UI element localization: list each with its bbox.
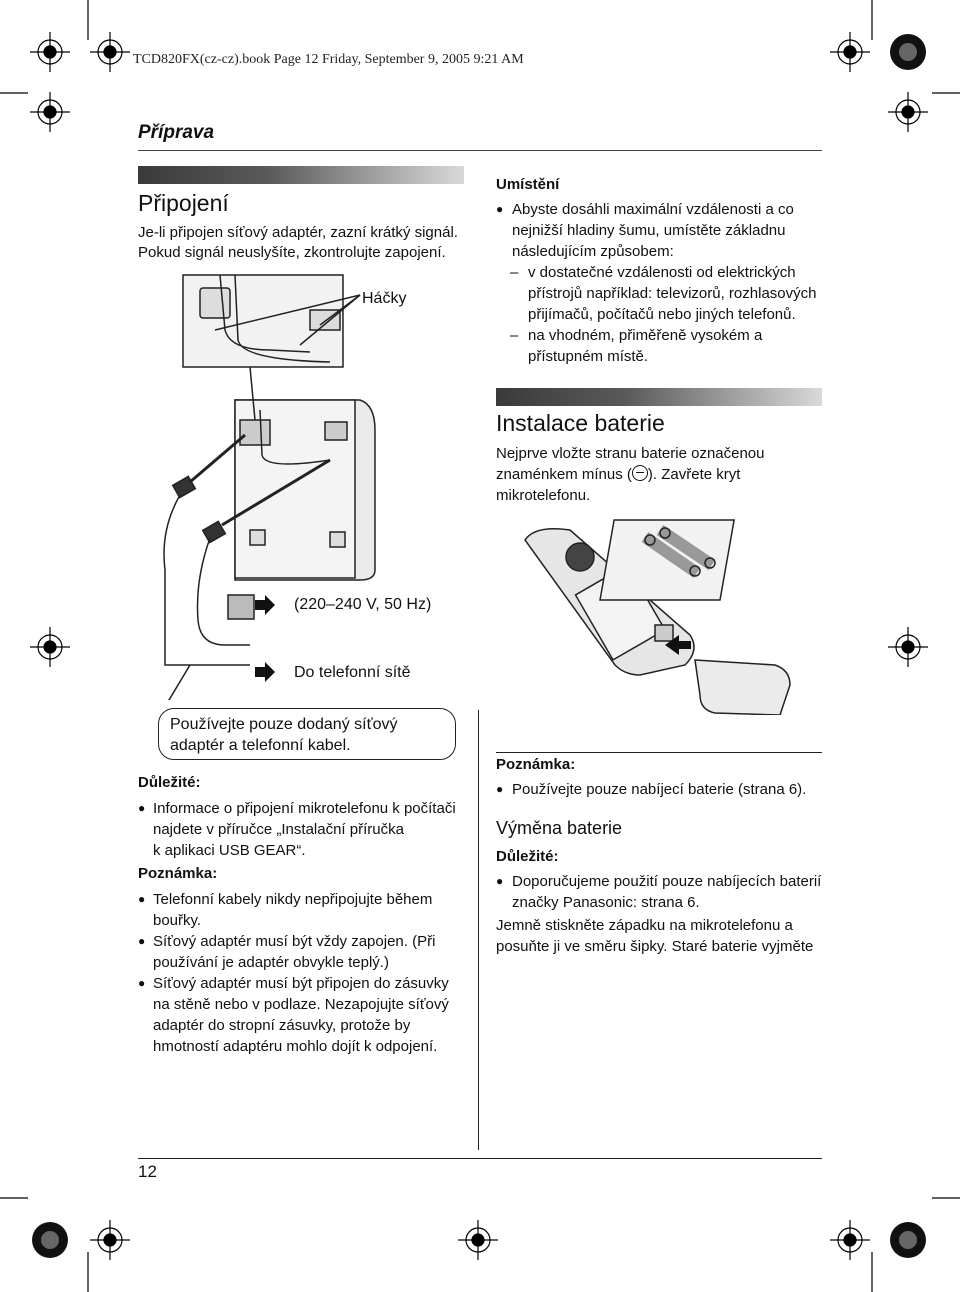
note-2-line-2: používání je adaptér obvykle teplý.) [153, 954, 389, 971]
bullet-icon: ● [496, 874, 504, 888]
right-rule [496, 752, 822, 753]
note-label: Poznámka: [138, 865, 218, 882]
dash-1-line-1: v dostatečné vzdálenosti od elektrických [528, 264, 796, 281]
dash-1-line-2: přístrojů například: televizorů, rozhlasových [528, 285, 817, 302]
note-3-line-3: adaptér do stropní zásuvky, protože by [153, 1017, 411, 1034]
bullet-icon: ● [138, 801, 146, 815]
bullet-icon: ● [496, 782, 504, 796]
important-line-3: k aplikaci USB GEAR“. [153, 842, 306, 859]
dash-icon: – [510, 327, 519, 344]
bullet-icon: ● [138, 892, 146, 906]
dash-1-line-3: přijímačů, počítačů nebo jiných telefonů. [528, 306, 796, 323]
bullet-icon: ● [138, 934, 146, 948]
replace-line-1: Jemně stiskněte západku na mikrotelefonu a [496, 917, 793, 934]
right-note-item: Používejte pouze nabíjecí baterie (strana 6). [512, 781, 807, 798]
callout-line-2: adaptér a telefonní kabel. [170, 737, 351, 754]
placement-line-3: následujícím způsobem: [512, 243, 674, 260]
dash-icon: – [510, 264, 519, 281]
note-2-line-1: Síťový adaptér musí být vždy zapojen. (Při [153, 933, 436, 950]
right-note-label: Poznámka: [496, 756, 576, 773]
power-label: (220–240 V, 50 Hz) [294, 596, 432, 613]
hooks-label: Háčky [362, 290, 407, 307]
replace-title: Výměna baterie [496, 818, 623, 838]
important-line-1: Informace o připojení mikrotelefonu k počítači [153, 800, 456, 817]
callout-line-1: Používejte pouze dodaný síťový [170, 716, 398, 733]
dash-2-line-1: na vhodném, přiměřeně vysokém a [528, 327, 763, 344]
note-1-line-2: bouřky. [153, 912, 202, 929]
section-rule [138, 150, 822, 151]
battery-text-b: ). Zavřete kryt [647, 466, 741, 483]
connect-text-1: Je-li připojen síťový adaptér, zazní krátký signál. [138, 224, 458, 241]
page-number: 12 [138, 1162, 157, 1181]
right-important-line-1: Doporučujeme použití pouze nabíjecích baterií [512, 873, 822, 890]
placement-label: Umístění [496, 176, 560, 193]
battery-illustration [515, 515, 825, 715]
replace-line-2: posuňte ji ve směru šipky. Staré baterie vyjměte [496, 938, 814, 955]
heading-bar [496, 388, 822, 406]
column-divider [478, 710, 479, 1150]
bullet-icon: ● [138, 976, 146, 990]
connect-text-2: Pokud signál neuslyšíte, zkontrolujte zapojení. [138, 244, 446, 261]
base-connection-illustration [150, 270, 470, 700]
right-important-label: Důležité: [496, 848, 559, 865]
footer-rule [138, 1158, 822, 1159]
dash-2-line-2: přístupném místě. [528, 348, 649, 365]
note-3-line-4: hmotností adaptéru mohlo dojít k odpojení. [153, 1038, 438, 1055]
note-3-line-1: Síťový adaptér musí být připojen do zásuvky [153, 975, 449, 992]
heading-bar [138, 166, 464, 184]
right-important-line-2: značky Panasonic: strana 6. [512, 894, 700, 911]
connect-title: Připojení [138, 190, 229, 216]
important-line-2: najdete v příručce „Instalační příručka [153, 821, 404, 838]
note-3-line-2: na stěně nebo v podlaze. Nezapojujte síťový [153, 996, 449, 1013]
important-label: Důležité: [138, 774, 201, 791]
placement-line-1: Abyste dosáhli maximální vzdálenosti a co [512, 201, 794, 218]
bullet-icon: ● [496, 202, 504, 216]
battery-text-a: znaménkem mínus ( [496, 466, 632, 483]
note-1-line-1: Telefonní kabely nikdy nepřipojujte během [153, 891, 433, 908]
battery-line-1: Nejprve vložte stranu baterie označenou [496, 445, 765, 462]
phone-line-label: Do telefonní sítě [294, 664, 411, 681]
minus-icon [632, 465, 648, 481]
battery-line-2 [496, 464, 740, 485]
placement-line-2: nejnižší hladiny šumu, umístěte základnu [512, 222, 786, 239]
section-title: Příprava [138, 122, 215, 143]
battery-title: Instalace baterie [496, 410, 665, 436]
book-info-line: TCD820FX(cz-cz).book Page 12 Friday, September 9, 2005 9:21 AM [133, 52, 524, 67]
battery-line-3: mikrotelefonu. [496, 487, 591, 504]
